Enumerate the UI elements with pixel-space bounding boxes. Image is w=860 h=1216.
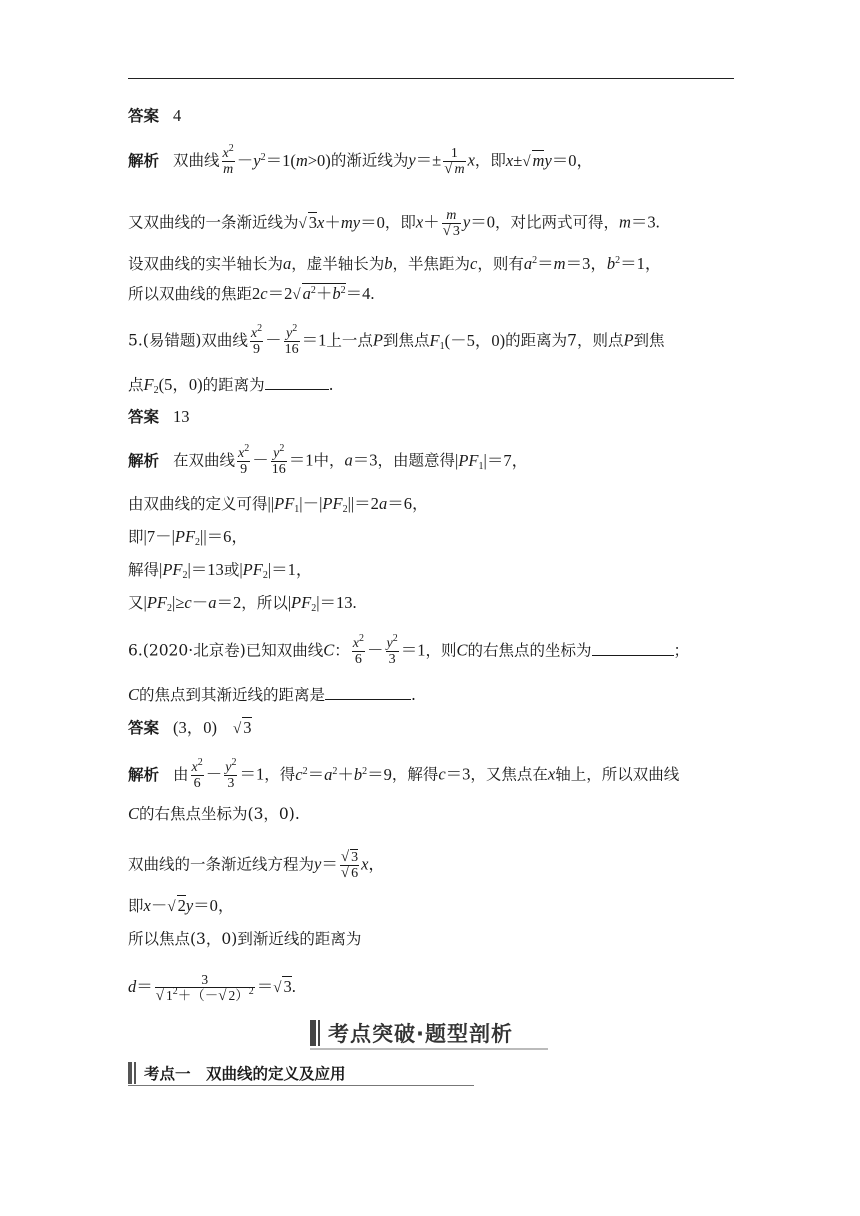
q5-analysis-line2: 由双曲线的定义可得$||PF_1|-|PF_2||=2a=6$，: [128, 494, 429, 515]
q4-analysis-line2: 又双曲线的一条渐近线为√ 3x＋my＝0，即x＋ $\frac{m}{√ 3}$ y＝0，对比两式可得，m＝3.: [128, 208, 660, 239]
header-rule: [128, 78, 734, 79]
answer-blank-2[interactable]: [325, 684, 411, 700]
q6-analysis-line4: 即x－√ 2y＝0，: [128, 896, 235, 915]
heading-bar-icon: [128, 1062, 132, 1084]
q6-analysis-line5: 所以焦点(3，0)到渐近线的距离为: [128, 930, 362, 948]
q5-answer-line: 答案 13: [128, 407, 190, 426]
q5-question-line1: 5.(易错题)双曲线 $\frac{x^2}{9}$ － $\frac{y^2}{16}$ ＝1上一点P到焦点$F_1(-5$，0)的距离为7，则点P到焦: [128, 323, 665, 357]
q6-question-line1: 6.(2020·北京卷)已知双曲线C： $\frac{x^2}{6}$ － $\frac{y^2}{3}$ ＝1，则C的右焦点的坐标为 ；: [128, 633, 690, 667]
section-banner: [310, 1018, 548, 1048]
banner-bar-icon: [310, 1020, 316, 1046]
q5-analysis-line1: 解析 在双曲线 $\frac{x^2}{9}$ － $\frac{y^2}{16}$ ＝1中，a＝3，由题意得$|PF_1|=7$，: [128, 443, 529, 477]
q6-analysis-line2: C的右焦点坐标为(3，0).: [128, 804, 300, 823]
q5-question-line2: 点$F_2(5$，0)的距离为 .: [128, 375, 334, 396]
q6-analysis-line1: 解析 由 $\frac{x^2}{6}$ － $\frac{y^2}{3}$ ＝1，得$c^2=a^2+b^2=9$，解得c＝3，又焦点在x轴上，所以双曲线: [128, 757, 680, 791]
q6-distance-formula: d＝ $\frac{3}{√ 1^2+(-√ 2)^2}$ ＝√ 3.: [128, 972, 296, 1004]
q6-question-line2: C的焦点到其渐近线的距离是 .: [128, 685, 416, 704]
q4-analysis-line4: 所以双曲线的焦距2c＝2√ $a^2+b^2=4$.: [128, 284, 375, 303]
kaodian-title: 考点一 双曲线的定义及应用: [144, 1065, 346, 1083]
answer-blank-1[interactable]: [592, 640, 674, 656]
q4-answer-line: 答案 4: [128, 106, 182, 125]
kaodian-heading: [128, 1060, 474, 1086]
q5-analysis-line5: 又$|PF_2|\ge c-a=2$，所以$|PF_2|=13$.: [128, 593, 357, 614]
section-title: 考点突破·题型剖析: [328, 1022, 513, 1046]
q5-analysis-line4: 解得$|PF_2|=13$或$|PF_2|=1$，: [128, 560, 313, 581]
answer-blank[interactable]: [265, 374, 329, 390]
q6-analysis-line3: 双曲线的一条渐近线方程为y＝ $\frac{√ 3}{√ 6}$ x，: [128, 849, 385, 881]
q6-answer-line: 答案 (3，0) √ 3: [128, 718, 252, 737]
q4-analysis-line1: 解析 双曲线 $\frac{x^2}{m}$ $-y^2=1(m>0)$的渐近线为y＝± $\frac{1}{√ m}$ x，即x±√ my＝0，: [128, 143, 594, 177]
q4-analysis-line3: 设双曲线的实半轴长为a，虚半轴长为b，半焦距为c，则有$a^2=m=3$，$b^2=1$，: [128, 254, 662, 273]
q5-analysis-line3: 即$|7-|PF_2||=6$，: [128, 527, 248, 548]
